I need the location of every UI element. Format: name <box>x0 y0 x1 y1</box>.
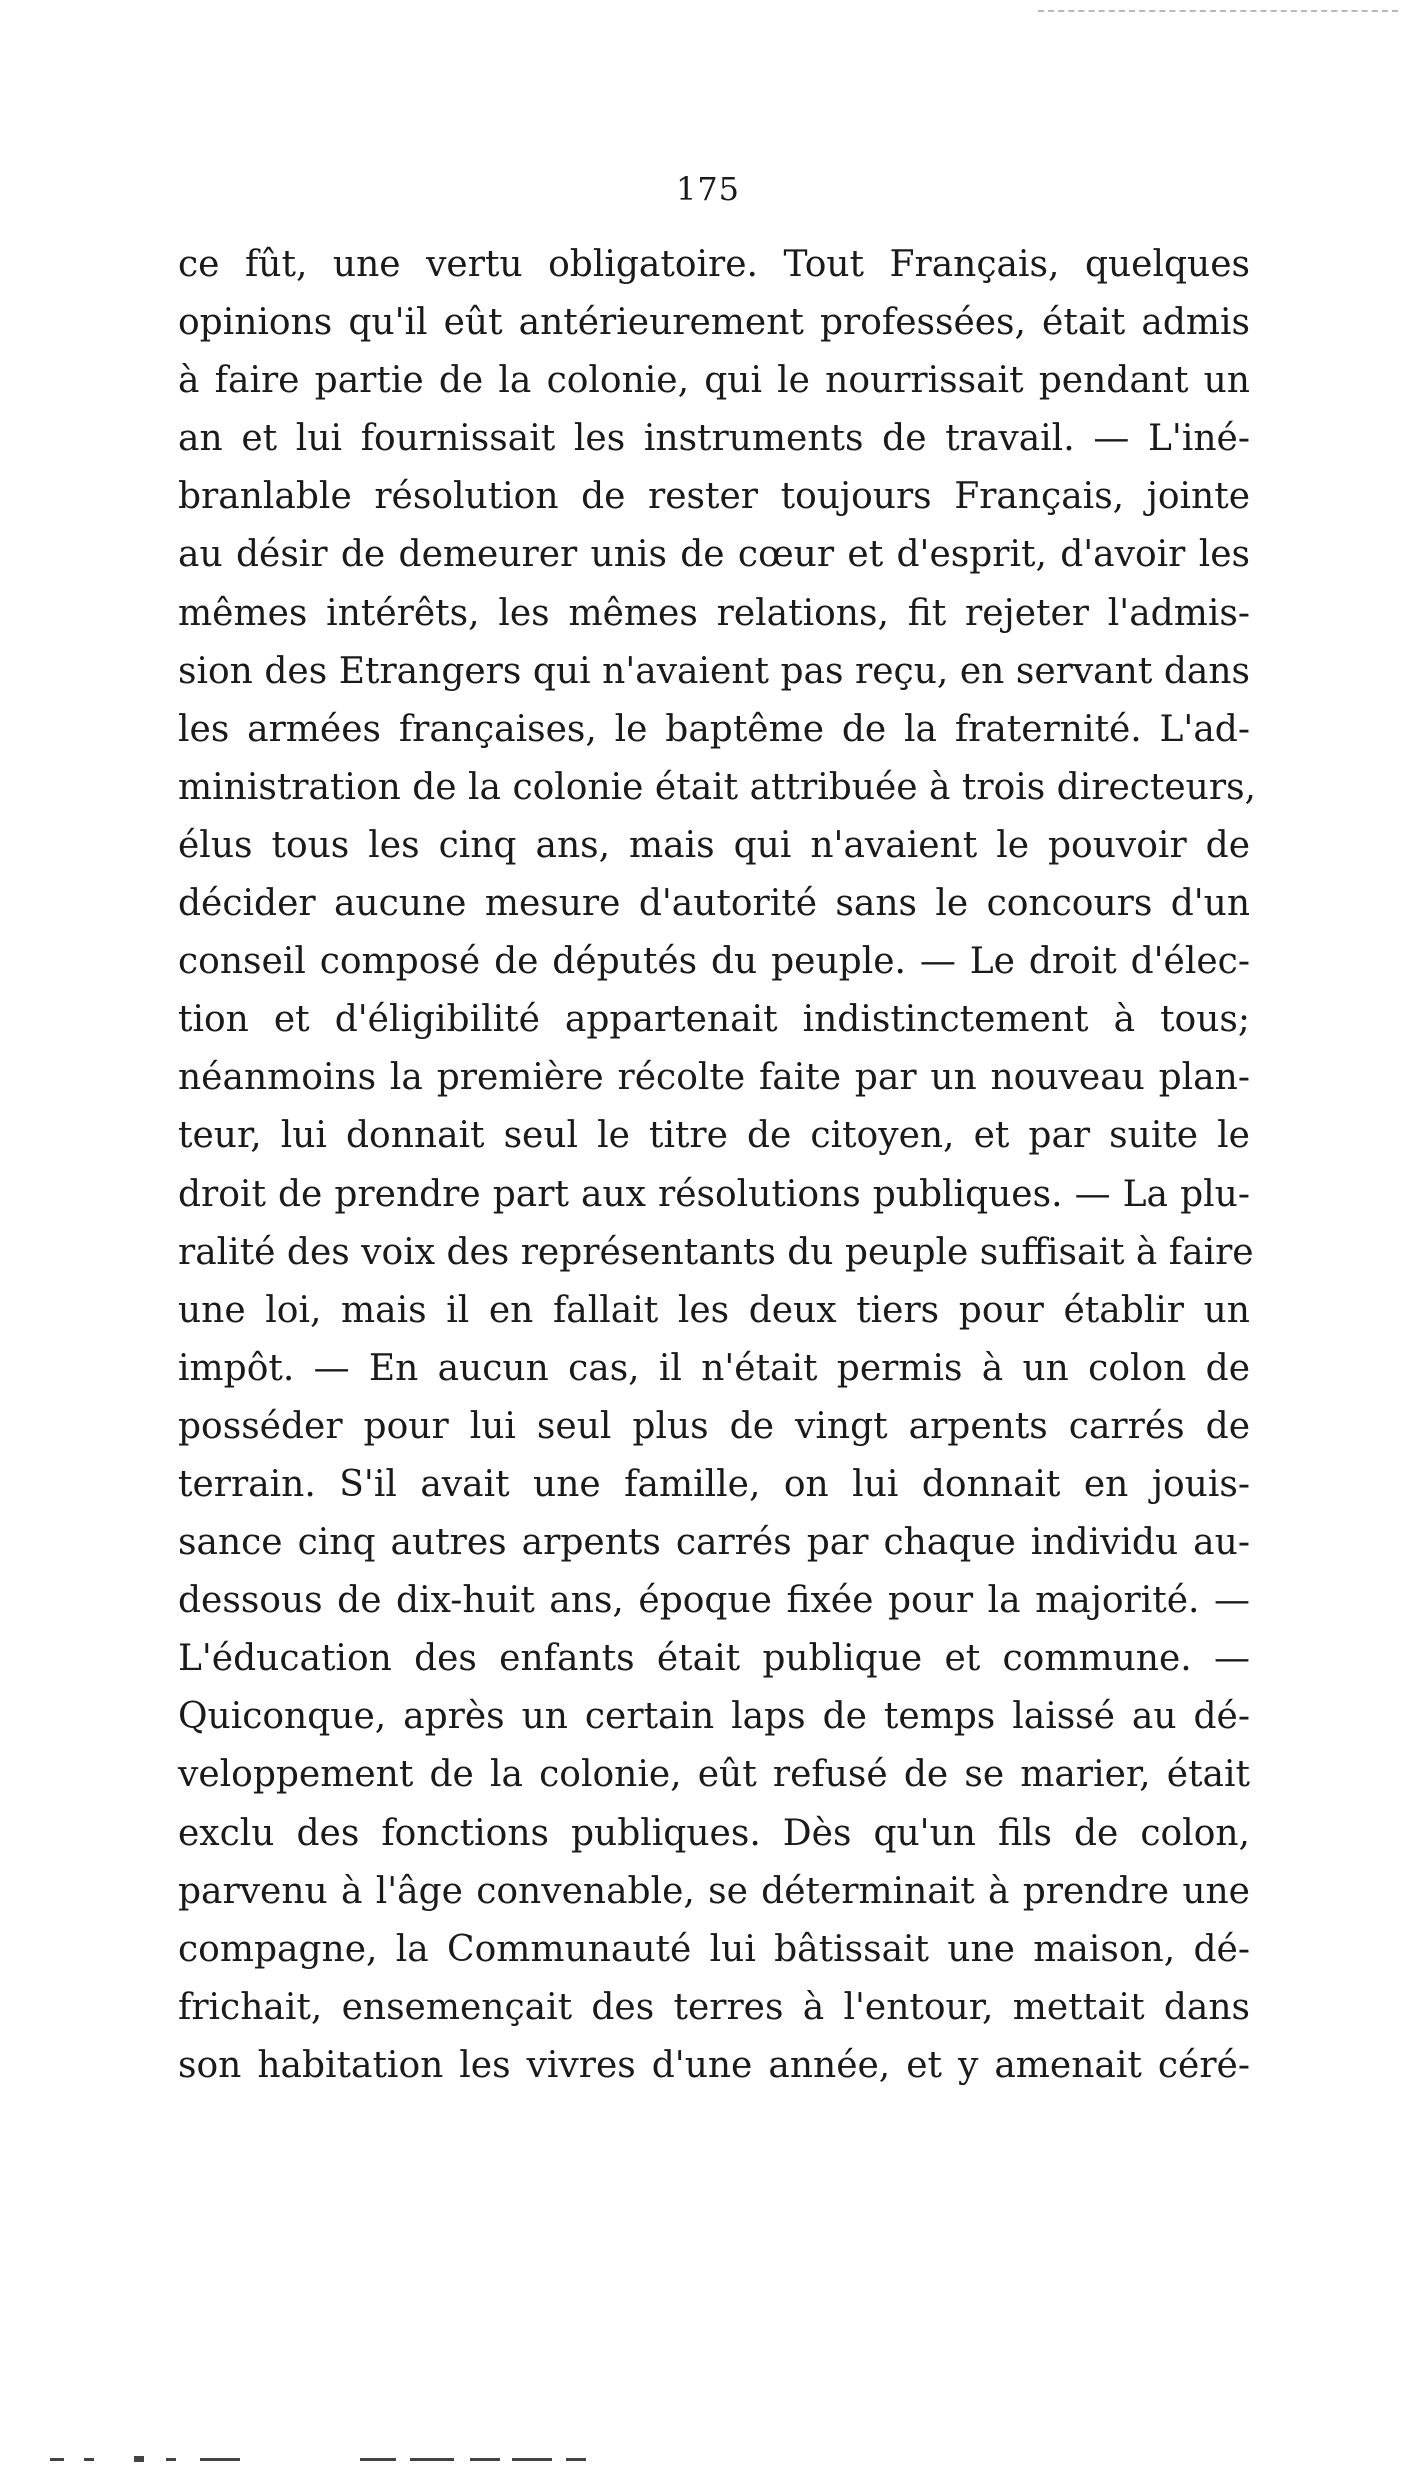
text-line: exclu des fonctions publiques. Dès qu'un fils de colon, <box>178 1812 1250 1854</box>
text-line: son habitation les vivres d'une année, et y amenait céré- <box>178 2044 1250 2086</box>
text-line: ralité des voix des représentants du peuple suffisait à faire <box>178 1231 1254 1273</box>
text-line: mêmes intérêts, les mêmes relations, fit rejeter l'admis- <box>178 592 1250 634</box>
text-line: décider aucune mesure d'autorité sans le concours d'un <box>178 883 1250 925</box>
text-line: Quiconque, après un certain laps de temps laissé au dé- <box>178 1696 1250 1738</box>
text-line: an et lui fournissait les instruments de travail. — L'iné- <box>178 418 1250 460</box>
text-line: L'éducation des enfants était publique et commune. — <box>178 1638 1250 1680</box>
text-line: tion et d'éligibilité appartenait indistinctement à tous; <box>178 999 1250 1041</box>
text-line: ministration de la colonie était attribuée à trois directeurs, <box>178 766 1256 808</box>
top-scan-artifact <box>1038 10 1398 12</box>
text-line: parvenu à l'âge convenable, se déterminait à prendre une <box>178 1870 1250 1912</box>
text-line: dessous de dix-huit ans, époque fixée pour la majorité. — <box>178 1580 1250 1622</box>
text-line: sance cinq autres arpents carrés par chaque individu au- <box>178 1522 1250 1564</box>
text-line: droit de prendre part aux résolutions publiques. — La plu- <box>178 1173 1250 1215</box>
page-number: 175 <box>675 170 741 208</box>
text-line: à faire partie de la colonie, qui le nourrissait pendant un <box>178 360 1250 402</box>
text-line: les armées françaises, le baptême de la fraternité. L'ad- <box>178 708 1250 750</box>
text-line: au désir de demeurer unis de cœur et d'esprit, d'avoir les <box>178 534 1250 576</box>
text-line: opinions qu'il eût antérieurement professées, était admis <box>178 302 1250 344</box>
text-line: teur, lui donnait seul le titre de citoyen, et par suite le <box>178 1115 1250 1157</box>
text-line: frichait, ensemençait des terres à l'entour, mettait dans <box>178 1986 1250 2028</box>
text-line: une loi, mais il en fallait les deux tiers pour établir un <box>178 1289 1250 1331</box>
body-text <box>178 236 1256 2095</box>
text-line: terrain. S'il avait une famille, on lui donnait en jouis- <box>178 1463 1250 1505</box>
text-line: sion des Etrangers qui n'avaient pas reçu, en servant dans <box>178 650 1250 692</box>
text-line: veloppement de la colonie, eût refusé de se marier, était <box>178 1754 1250 1796</box>
text-line: posséder pour lui seul plus de vingt arpents carrés de <box>178 1405 1250 1447</box>
text-line: néanmoins la première récolte faite par un nouveau plan- <box>178 1057 1250 1099</box>
text-line: conseil composé de députés du peuple. — Le droit d'élec- <box>178 941 1250 983</box>
text-line: compagne, la Communauté lui bâtissait une maison, dé- <box>178 1928 1250 1970</box>
bottom-scan-artifact <box>50 2458 590 2464</box>
text-line: branlable résolution de rester toujours Français, jointe <box>178 476 1250 518</box>
text-line: ce fût, une vertu obligatoire. Tout Français, quelques <box>178 244 1250 285</box>
text-line: élus tous les cinq ans, mais qui n'avaient le pouvoir de <box>178 824 1250 866</box>
text-line: impôt. — En aucun cas, il n'était permis à un colon de <box>178 1347 1250 1389</box>
